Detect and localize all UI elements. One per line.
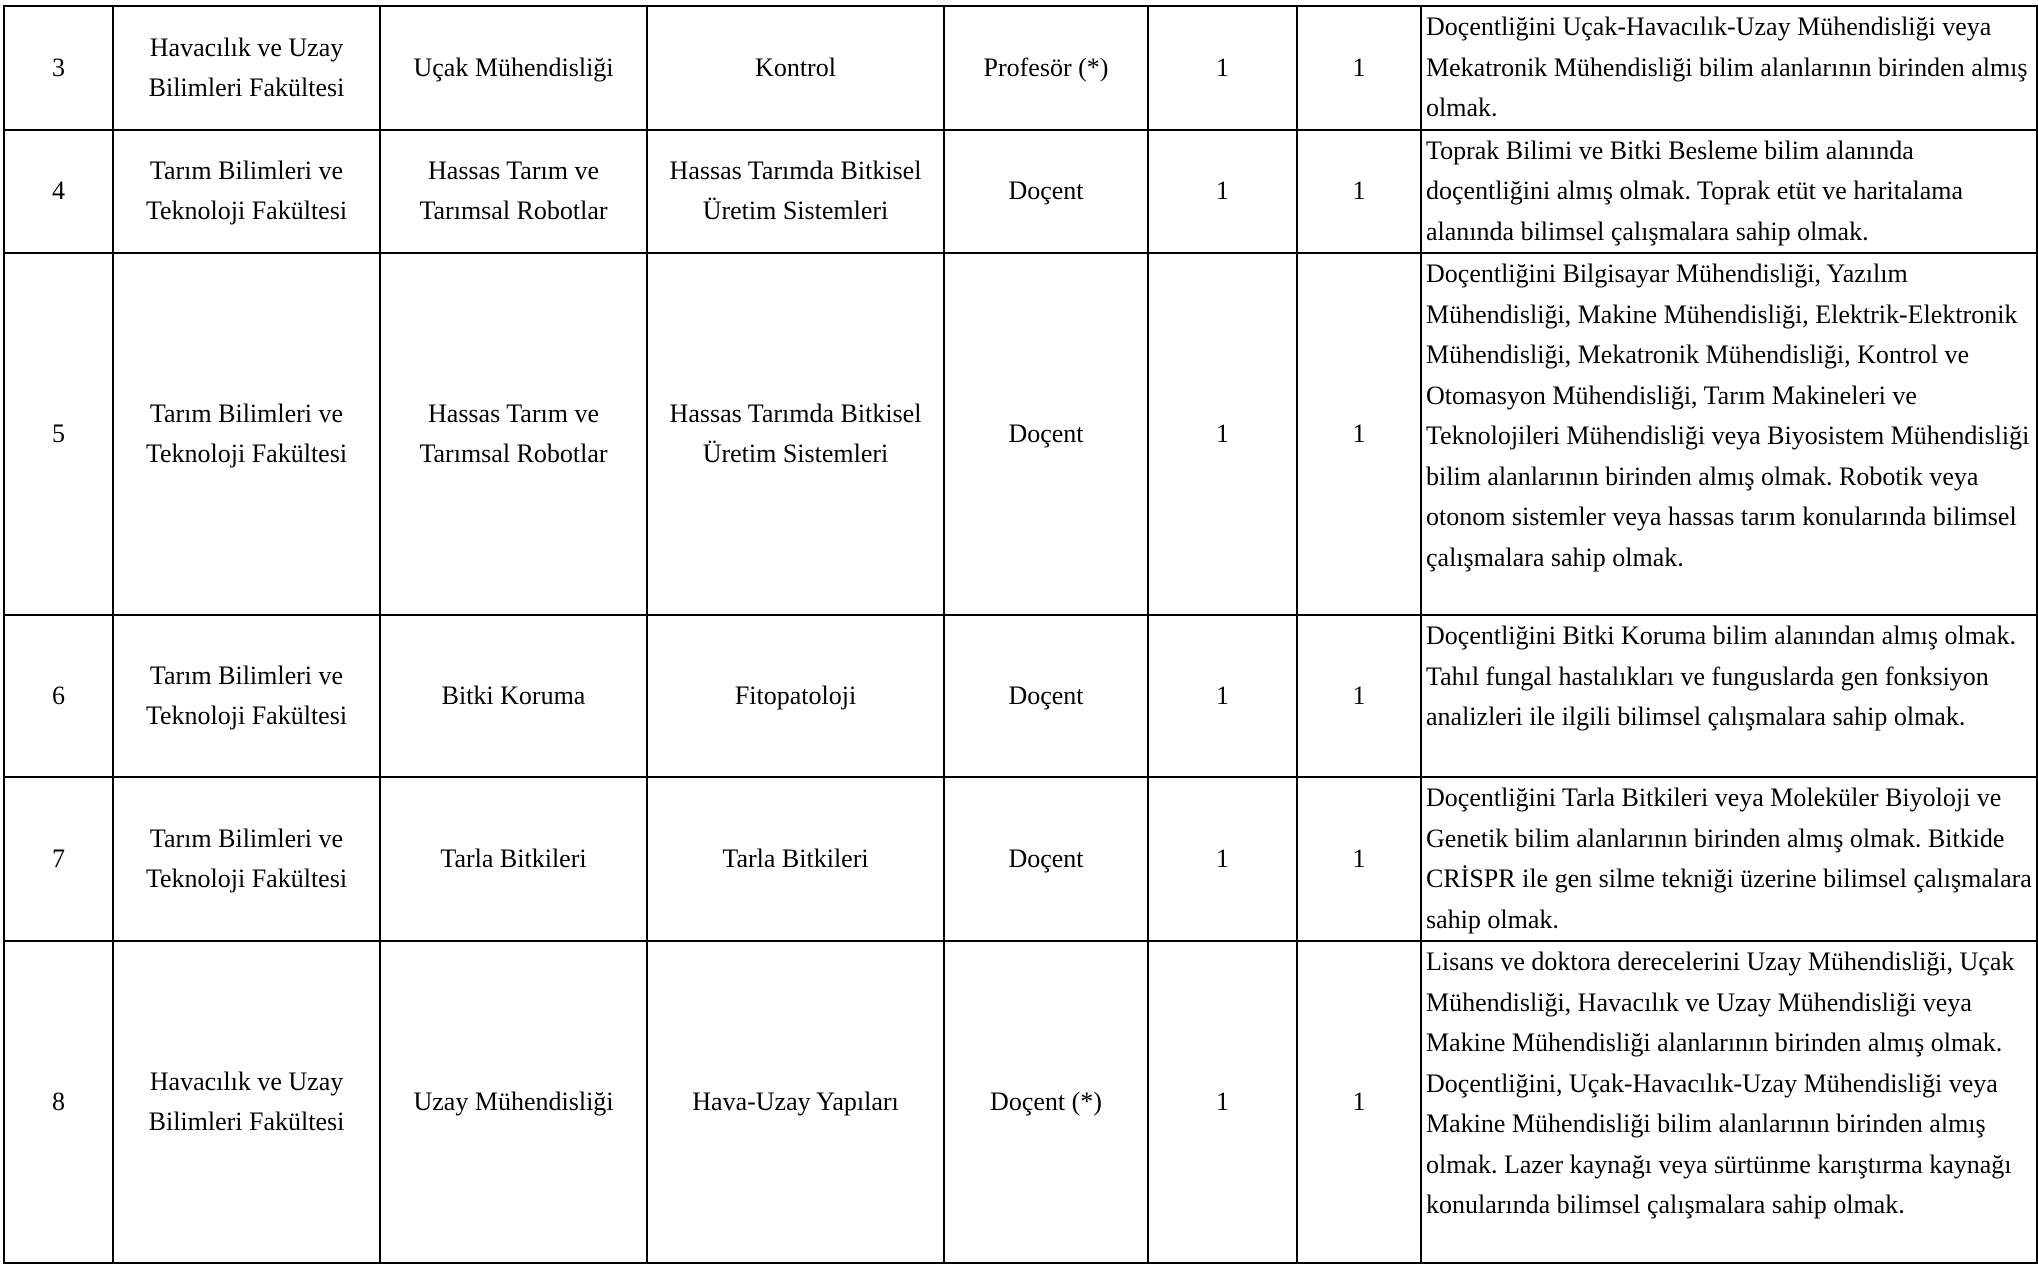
department-name: Hassas Tarım ve Tarımsal Robotlar <box>419 399 608 468</box>
count-cell: 1 <box>1148 615 1297 777</box>
field-name: Fitopatoloji <box>734 681 857 710</box>
academic-title: Profesör (*) <box>944 6 1148 130</box>
field-cell <box>647 6 944 130</box>
academic-title: Doçent (*) <box>944 941 1148 1263</box>
faculty-name: Havacılık ve Uzay Bilimleri Fakültesi <box>148 1067 345 1136</box>
department-name: Uzay Mühendisliği <box>413 1087 614 1116</box>
field-name: Hassas Tarımda Bitkisel Üretim Sistemleri <box>669 399 922 468</box>
academic-title: Doçent <box>944 253 1148 615</box>
academic-title: Doçent <box>944 130 1148 254</box>
department-cell <box>380 130 647 254</box>
table-row <box>4 777 2037 941</box>
table-row <box>4 941 2037 1263</box>
table-row <box>4 253 2037 615</box>
faculty-cell <box>113 6 380 130</box>
department-name: Hassas Tarım ve Tarımsal Robotlar <box>419 156 608 226</box>
faculty-cell <box>113 941 380 1263</box>
requirement-text: Doçentliğini Tarla Bitkileri veya Moleküler Biyoloji ve Genetik bilim alanlarının birinden almış olmak. Bitkide CRİSPR ile gen silme tekniği üzerine bilimsel çalışmalara sahip olmak. <box>1421 777 2037 941</box>
count-cell: 1 <box>1148 6 1297 130</box>
count-cell: 1 <box>1297 615 1421 777</box>
academic-title: Doçent <box>944 777 1148 941</box>
academic-title: Doçent <box>944 615 1148 777</box>
requirement-text: Doçentliğini Bitki Koruma bilim alanından almış olmak. Tahıl fungal hastalıkları ve funguslarda gen fonksiyon analizleri ile ilgili bilimsel çalışmalara sahip olmak. <box>1421 615 2037 777</box>
requirement-text: Doçentliğini Uçak-Havacılık-Uzay Mühendisliği veya Mekatronik Mühendisliği bilim alanlarının birinden almış olmak. <box>1421 6 2037 130</box>
count-cell: 1 <box>1148 777 1297 941</box>
field-cell <box>647 253 944 615</box>
faculty-name: Havacılık ve Uzay Bilimleri Fakültesi <box>148 32 345 102</box>
count-cell: 1 <box>1148 941 1297 1263</box>
count-cell: 1 <box>1297 6 1421 130</box>
department-cell <box>380 253 647 615</box>
field-cell <box>647 615 944 777</box>
row-number: 7 <box>4 777 113 941</box>
row-number: 6 <box>4 615 113 777</box>
count-cell: 1 <box>1148 130 1297 254</box>
faculty-name: Tarım Bilimleri ve Teknoloji Fakültesi <box>145 399 348 468</box>
department-cell <box>380 615 647 777</box>
faculty-name: Tarım Bilimleri ve Teknoloji Fakültesi <box>145 824 348 893</box>
field-cell <box>647 130 944 254</box>
row-number: 4 <box>4 130 113 254</box>
requirement-text: Doçentliğini Bilgisayar Mühendisliği, Yazılım Mühendisliği, Makine Mühendisliği, Elektrik-Elektronik Mühendisliği, Mekatronik Mühendisliği, Kontrol ve Otomasyon Mühendisliği, Tarım Makineleri ve Teknolojileri Mühendisliği veya Biyosistem Mühendisliği bilim alanlarının birinden almış olmak. Robotik veya otonom sistemler veya hassas tarım konularında bilimsel çalışmalara sahip olmak. <box>1421 253 2037 615</box>
row-number: 5 <box>4 253 113 615</box>
table-row <box>4 6 2037 130</box>
department-name: Bitki Koruma <box>441 681 586 710</box>
field-name: Hassas Tarımda Bitkisel Üretim Sistemleri <box>669 156 922 226</box>
row-number: 3 <box>4 6 113 130</box>
count-cell: 1 <box>1297 253 1421 615</box>
department-cell <box>380 941 647 1263</box>
department-cell <box>380 777 647 941</box>
table-row <box>4 615 2037 777</box>
requirement-text: Toprak Bilimi ve Bitki Besleme bilim alanında doçentliğini almış olmak. Toprak etüt ve haritalama alanında bilimsel çalışmalara sahip olmak. <box>1421 130 2037 254</box>
faculty-cell <box>113 130 380 254</box>
count-cell: 1 <box>1148 253 1297 615</box>
count-cell: 1 <box>1297 130 1421 254</box>
department-name: Uçak Mühendisliği <box>413 52 614 82</box>
staff-position-table <box>3 5 2038 1264</box>
field-name: Kontrol <box>755 52 836 82</box>
positions-grid <box>3 5 2038 1264</box>
table-row <box>4 130 2037 254</box>
row-number: 8 <box>4 941 113 1263</box>
faculty-cell <box>113 615 380 777</box>
field-cell <box>647 941 944 1263</box>
count-cell: 1 <box>1297 777 1421 941</box>
field-cell <box>647 777 944 941</box>
faculty-cell <box>113 253 380 615</box>
faculty-name: Tarım Bilimleri ve Teknoloji Fakültesi <box>145 156 348 226</box>
count-cell: 1 <box>1297 941 1421 1263</box>
field-name: Hava-Uzay Yapıları <box>692 1087 899 1116</box>
faculty-name: Tarım Bilimleri ve Teknoloji Fakültesi <box>145 661 348 730</box>
department-cell <box>380 6 647 130</box>
field-name: Tarla Bitkileri <box>722 844 869 873</box>
department-name: Tarla Bitkileri <box>440 844 587 873</box>
faculty-cell <box>113 777 380 941</box>
requirement-text: Lisans ve doktora derecelerini Uzay Mühendisliği, Uçak Mühendisliği, Havacılık ve Uzay Mühendisliği veya Makine Mühendisliği alanlarının birinden almış olmak. Doçentliğini, Uçak-Havacılık-Uzay Mühendisliği veya Makine Mühendisliği bilim alanlarının birinden almış olmak. Lazer kaynağı veya sürtünme karıştırma kaynağı konularında bilimsel çalışmalara sahip olmak. <box>1421 941 2037 1263</box>
